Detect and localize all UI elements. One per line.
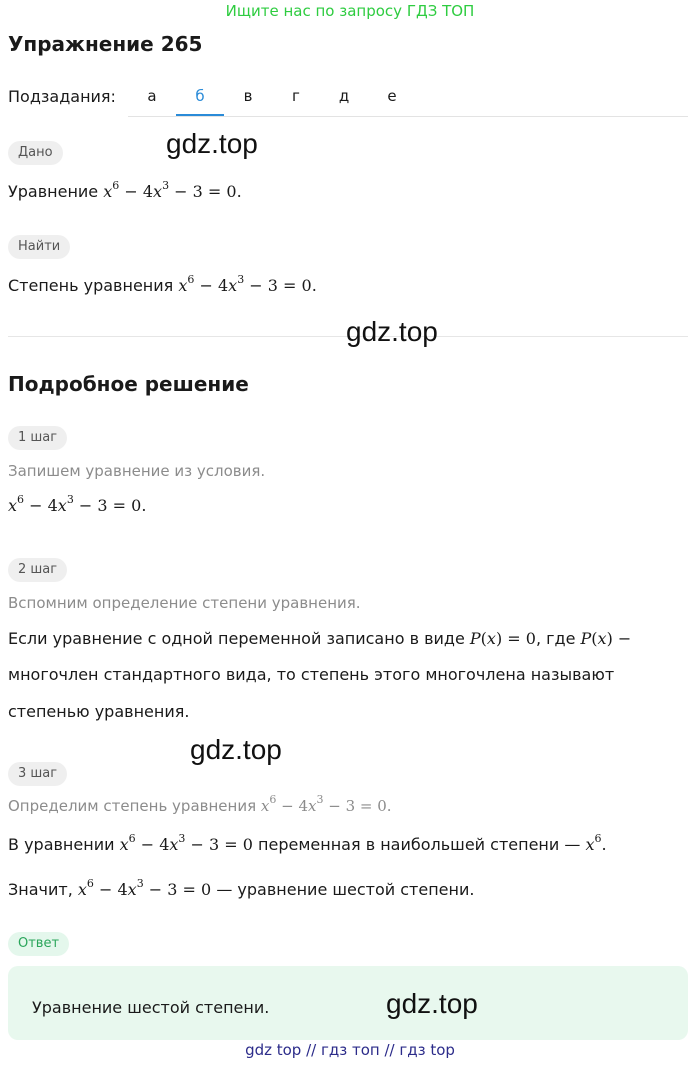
tab-g[interactable]: г <box>292 87 300 105</box>
footer-links[interactable]: gdz top // гдз топ // гдз top <box>245 1041 455 1059</box>
tab-b[interactable]: б <box>176 80 224 116</box>
tab-a[interactable]: а <box>147 87 157 105</box>
answer-badge: Ответ <box>8 932 69 956</box>
step2-badge: 2 шаг <box>8 558 67 582</box>
given-badge: Дано <box>8 141 63 165</box>
watermark: gdz.top <box>190 734 282 765</box>
step1-badge: 1 шаг <box>8 426 67 450</box>
step2-line3: степенью уравнения. <box>8 702 190 721</box>
step2-hint: Вспомним определение степени уравнения. <box>8 594 361 612</box>
tab-e[interactable]: е <box>387 87 397 105</box>
watermark: gdz.top <box>346 316 438 347</box>
given-prefix: Уравнение <box>8 182 99 201</box>
step3-hint: Определим степень уравнения $x^6 - 4x^3 - 3 = 0$. <box>8 793 392 815</box>
step3-line2: Значит, $x^6 - 4x^3 - 3 = 0$ — уравнение шестой степени. <box>8 877 475 899</box>
find-text <box>8 274 317 298</box>
top-banner[interactable]: Ищите нас по запросу ГДЗ ТОП <box>225 2 475 20</box>
find-prefix: Степень уравнения <box>8 276 174 295</box>
step1-equation: $x^6 - 4x^3 - 3 = 0$. <box>8 493 147 515</box>
watermark: gdz.top <box>166 128 258 159</box>
given-equation: $x^6 - 4x^3 - 3 = 0$. <box>103 179 242 201</box>
page-title: Упражнение 265 <box>8 32 203 56</box>
subtasks-label: Подзадания: <box>8 87 116 106</box>
solution-title: Подробное решение <box>8 372 249 396</box>
subtask-tabs <box>128 80 688 117</box>
step2-line2: многочлен стандартного вида, то степень этого многочлена называют <box>8 665 615 684</box>
step2-line1: Если уравнение с одной переменной записано в виде P(x) = 0, где P(x) − <box>8 629 632 648</box>
tab-d[interactable]: д <box>338 87 350 105</box>
answer-text: Уравнение шестой степени. <box>32 998 270 1017</box>
given-text <box>8 180 242 204</box>
tab-v[interactable]: в <box>243 87 253 105</box>
find-equation: $x^6 - 4x^3 - 3 = 0$. <box>178 273 317 295</box>
find-badge: Найти <box>8 235 70 259</box>
watermark: gdz.top <box>386 988 478 1019</box>
step3-line1: В уравнении $x^6 - 4x^3 - 3 = 0$ переменная в наибольшей степени — $x^6$. <box>8 832 607 854</box>
step1-hint: Запишем уравнение из условия. <box>8 462 266 480</box>
step3-badge: 3 шаг <box>8 762 67 786</box>
